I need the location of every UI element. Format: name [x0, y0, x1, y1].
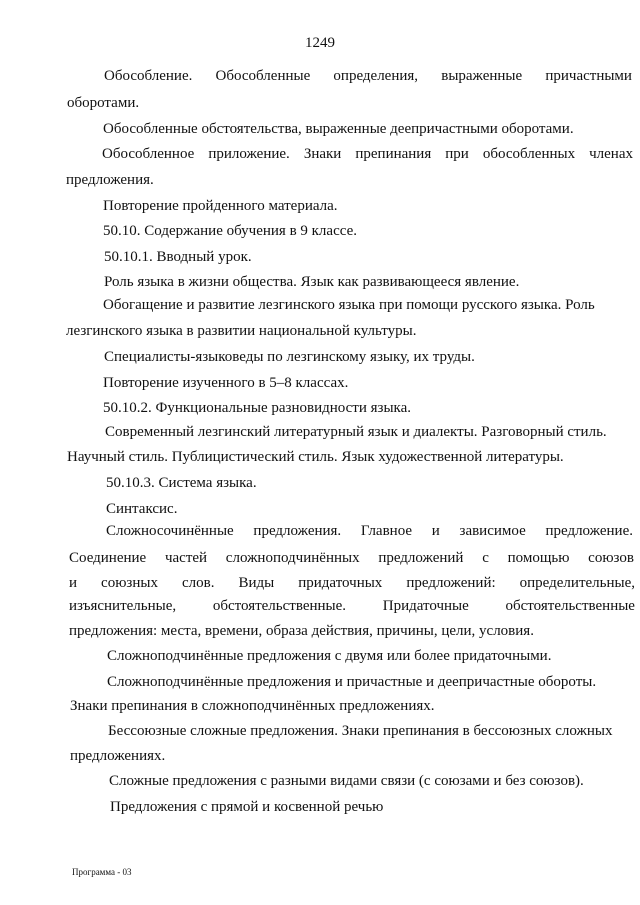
text-line — [104, 67, 632, 85]
text-line: 50.10.2. Функциональные разновидности языка. — [103, 400, 411, 416]
text-line — [102, 145, 633, 163]
text-line: оборотами. — [67, 95, 140, 111]
word: союзов — [588, 550, 634, 566]
word: Знаки — [303, 146, 342, 162]
word: Обособление. — [104, 68, 193, 84]
text-line: Обособленные обстоятельства, выраженные деепричастными оборотами. — [103, 121, 574, 137]
word: Главное — [360, 523, 413, 539]
text-line — [69, 549, 634, 567]
word: приложение. — [208, 146, 290, 162]
word: предложений — [378, 550, 464, 566]
word: и — [431, 523, 440, 539]
footer: Программа - 03 — [72, 867, 132, 877]
word: Виды — [238, 575, 275, 591]
word: Придаточные — [382, 598, 469, 614]
text-line: Бессоюзные сложные предложения. Знаки препинания в бессоюзных сложных — [108, 723, 613, 739]
text-line — [69, 574, 635, 592]
text-line: предложения. — [66, 172, 154, 188]
word: выраженные — [441, 68, 523, 84]
text-line: предложения: места, времени, образа действия, причины, цели, условия. — [69, 623, 534, 639]
text-line: Предложения с прямой и косвенной речью — [110, 799, 384, 815]
page-number: 1249 — [305, 35, 335, 51]
text-line: Научный стиль. Публицистический стиль. Язык художественной литературы. — [67, 449, 564, 465]
word: Обособленное — [102, 146, 195, 162]
word: с — [482, 550, 489, 566]
word: Обособленные — [215, 68, 311, 84]
text-line: Современный лезгинский литературный язык и диалекты. Разговорный стиль. — [105, 424, 607, 440]
word: Соединение — [69, 550, 147, 566]
word: обстоятельственные — [505, 598, 635, 614]
word: обособленных — [482, 146, 576, 162]
word: определения, — [333, 68, 419, 84]
word: препинания — [355, 146, 432, 162]
word: предложения. — [253, 523, 342, 539]
word: определительные, — [519, 575, 635, 591]
text-line: Сложные предложения с разными видами связи (с союзами и без союзов). — [109, 773, 584, 789]
word: и — [69, 575, 78, 591]
text-line: Знаки препинания в сложноподчинённых предложениях. — [70, 698, 435, 714]
word: частей — [164, 550, 208, 566]
text-line: Специалисты-языковеды по лезгинскому языку, их труды. — [104, 349, 475, 365]
word: членах — [589, 146, 633, 162]
word: изъяснительные, — [69, 598, 177, 614]
text-line: лезгинского языка в развитии национальной культуры. — [66, 323, 417, 339]
text-line: Синтаксис. — [106, 501, 178, 517]
text-line — [69, 597, 635, 615]
text-line: 50.10.3. Система языка. — [106, 475, 257, 491]
text-line: Повторение изученного в 5–8 классах. — [103, 375, 349, 391]
word: помощью — [507, 550, 570, 566]
word: Сложносочинённые — [106, 523, 234, 539]
word: придаточных — [298, 575, 383, 591]
word: обстоятельственные. — [212, 598, 347, 614]
text-line: Роль языка в жизни общества. Язык как развивающееся явление. — [104, 274, 520, 290]
word: сложноподчинённых — [225, 550, 360, 566]
text-line: предложениях. — [70, 748, 166, 764]
text-line: 50.10. Содержание обучения в 9 классе. — [103, 223, 357, 239]
text-line: 50.10.1. Вводный урок. — [104, 249, 252, 265]
word: зависимое — [459, 523, 526, 539]
word: причастными — [545, 68, 632, 84]
word: предложений: — [406, 575, 496, 591]
word: предложение. — [545, 523, 633, 539]
text-line — [106, 522, 633, 540]
word: союзных — [101, 575, 158, 591]
text-line: Повторение пройденного материала. — [103, 198, 338, 214]
word: при — [445, 146, 469, 162]
text-line: Обогащение и развитие лезгинского языка при помощи русского языка. Роль — [103, 297, 595, 313]
text-line: Сложноподчинённые предложения и причастные и деепричастные обороты. — [107, 674, 597, 690]
word: слов. — [181, 575, 215, 591]
text-line: Сложноподчинённые предложения с двумя или более придаточными. — [107, 648, 552, 664]
